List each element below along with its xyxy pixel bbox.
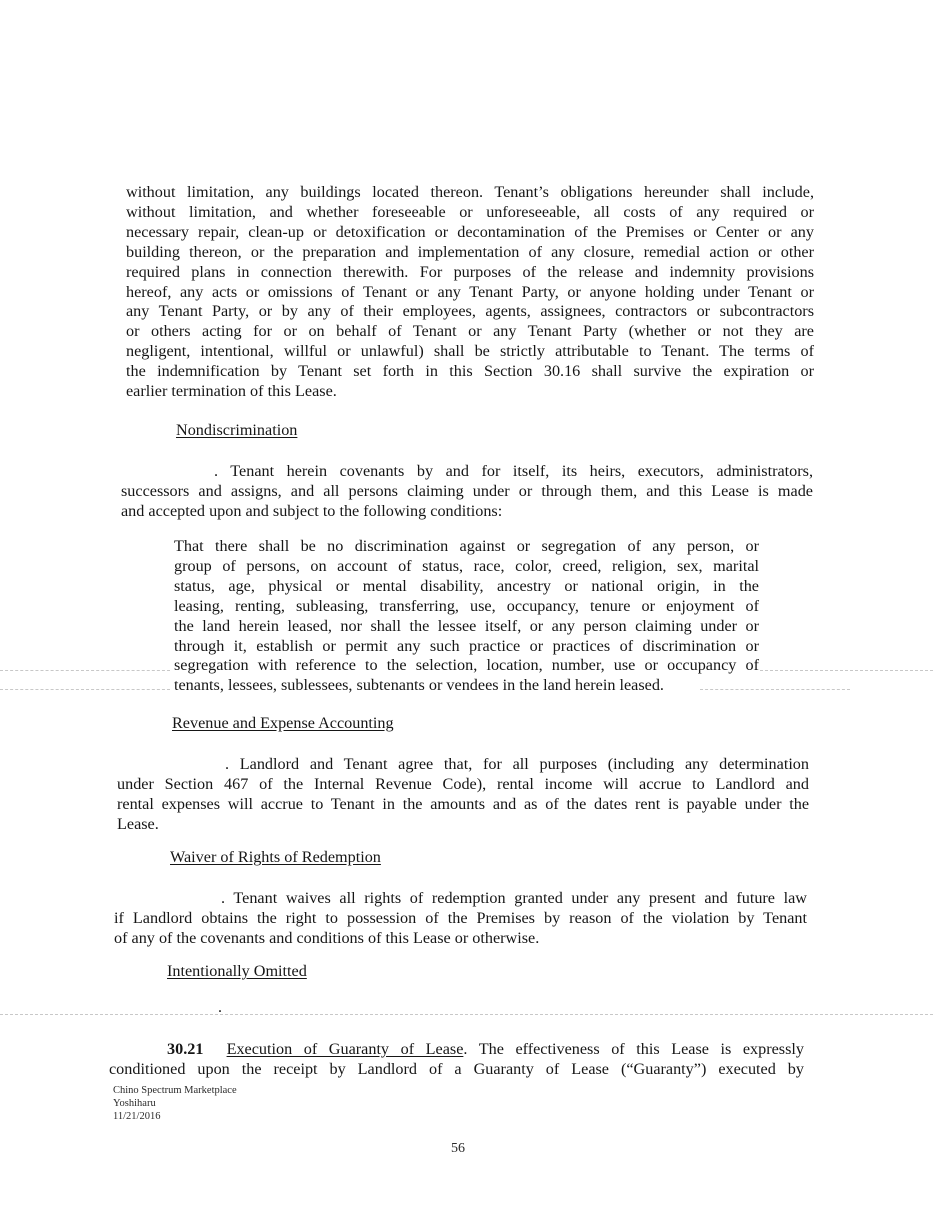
text-line: . Tenant waives all rights of redemption granted under any present and future law (221, 889, 807, 907)
text-line: conditioned upon the receipt by Landlord of a Guaranty of Lease (“Guaranty”) executed by (109, 1059, 804, 1078)
text-line: Lease. (117, 814, 159, 833)
text-line: tenants, lessees, sublessees, subtenants or vendees in the land herein leased. (174, 676, 664, 695)
section-title: Execution of Guaranty of Lease (226, 1040, 464, 1058)
text-line: negligent, intentional, willful or unlawful) shall be strictly attributable to Tenant. The terms of (126, 342, 814, 361)
text-line: . Landlord and Tenant agree that, for all purposes (including any determination (225, 755, 809, 773)
text-line: or others acting for or on behalf of Tenant or any Tenant Party (whether or not they are (126, 322, 814, 341)
text-line: group of persons, on account of status, race, color, creed, religion, sex, marital (174, 556, 759, 575)
text-line: the indemnification by Tenant set forth in this Section 30.16 shall survive the expiration or (126, 362, 814, 381)
document-footer (113, 1084, 237, 1123)
nondiscrimination-condition-quote (174, 537, 759, 696)
section-heading-intentionally-omitted: Intentionally Omitted (167, 962, 307, 980)
text-line: of any of the covenants and conditions of this Lease or otherwise. (114, 928, 540, 947)
waiver-redemption-paragraph (114, 889, 807, 949)
text-line: . Tenant herein covenants by and for itself, its heirs, executors, administrators, (214, 462, 813, 480)
scan-artifact-line (0, 689, 170, 690)
text-line: status, age, physical or mental disability, ancestry or national origin, in the (174, 576, 759, 595)
footer-project: Chino Spectrum Marketplace (113, 1085, 237, 1096)
footer-tenant: Yoshiharu (113, 1098, 156, 1109)
footer-date: 11/21/2016 (113, 1111, 161, 1122)
text-line: through it, establish or permit any such practice or practices of discrimination or (174, 636, 759, 655)
nondiscrimination-paragraph (121, 462, 813, 522)
text-line: earlier termination of this Lease. (126, 382, 337, 401)
text-line: without limitation, and whether foreseeable or unforeseeable, all costs of any required or (126, 202, 814, 221)
text-line: hereof, any acts or omissions of Tenant or any Tenant Party, or anyone holding under Tenant or (126, 282, 814, 301)
scan-artifact-line (0, 1014, 933, 1015)
text-line: if Landlord obtains the right to possession of the Premises by reason of the violation by Tenant (114, 908, 807, 927)
text-line: and accepted upon and subject to the following conditions: (121, 501, 503, 520)
text-line: the land herein leased, nor shall the lessee itself, or any person claiming under or (174, 616, 759, 635)
text-line: rental expenses will accrue to Tenant in the amounts and as of the dates rent is payable under the (117, 794, 809, 813)
section-number: 30.21 (167, 1040, 204, 1058)
page-number: 56 (451, 1141, 465, 1156)
text-line: That there shall be no discrimination against or segregation of any person, or (174, 537, 759, 555)
text-line: any Tenant Party, or by any of their employees, agents, assignees, contractors or subcontractors (126, 302, 814, 321)
text-line: leasing, renting, subleasing, transferring, use, occupancy, tenure or enjoyment of (174, 596, 759, 615)
text-line: building thereon, or the preparation and implementation of any closure, remedial action or other (126, 242, 814, 261)
section-heading-nondiscrimination: Nondiscrimination (176, 421, 298, 439)
section-30-21-paragraph (109, 1040, 804, 1080)
text-line: required plans in connection therewith. For purposes of the release and indemnity provisions (126, 262, 814, 281)
text-line: successors and assigns, and all persons claiming under or through them, and this Lease is made (121, 481, 813, 500)
stray-period: . (218, 999, 222, 1016)
section-heading-waiver-redemption: Waiver of Rights of Redemption (170, 848, 381, 866)
intro-paragraph (126, 183, 814, 402)
scan-artifact-line (760, 670, 933, 671)
revenue-expense-paragraph (117, 755, 809, 835)
section-heading-revenue-expense: Revenue and Expense Accounting (172, 714, 394, 732)
text-line: under Section 467 of the Internal Revenue Code), rental income will accrue to Landlord and (117, 774, 809, 793)
text-line: segregation with reference to the selection, location, number, use or occupancy of (174, 656, 759, 675)
text-line: without limitation, any buildings located thereon. Tenant’s obligations hereunder shall include, (126, 183, 814, 201)
text-line: necessary repair, clean-up or detoxification or decontamination of the Premises or Center or any (126, 222, 814, 241)
scan-artifact-line (700, 689, 850, 690)
section-text: . The effectiveness of this Lease is expressly (463, 1040, 805, 1058)
text-line (109, 1040, 804, 1060)
scan-artifact-line (0, 670, 170, 671)
